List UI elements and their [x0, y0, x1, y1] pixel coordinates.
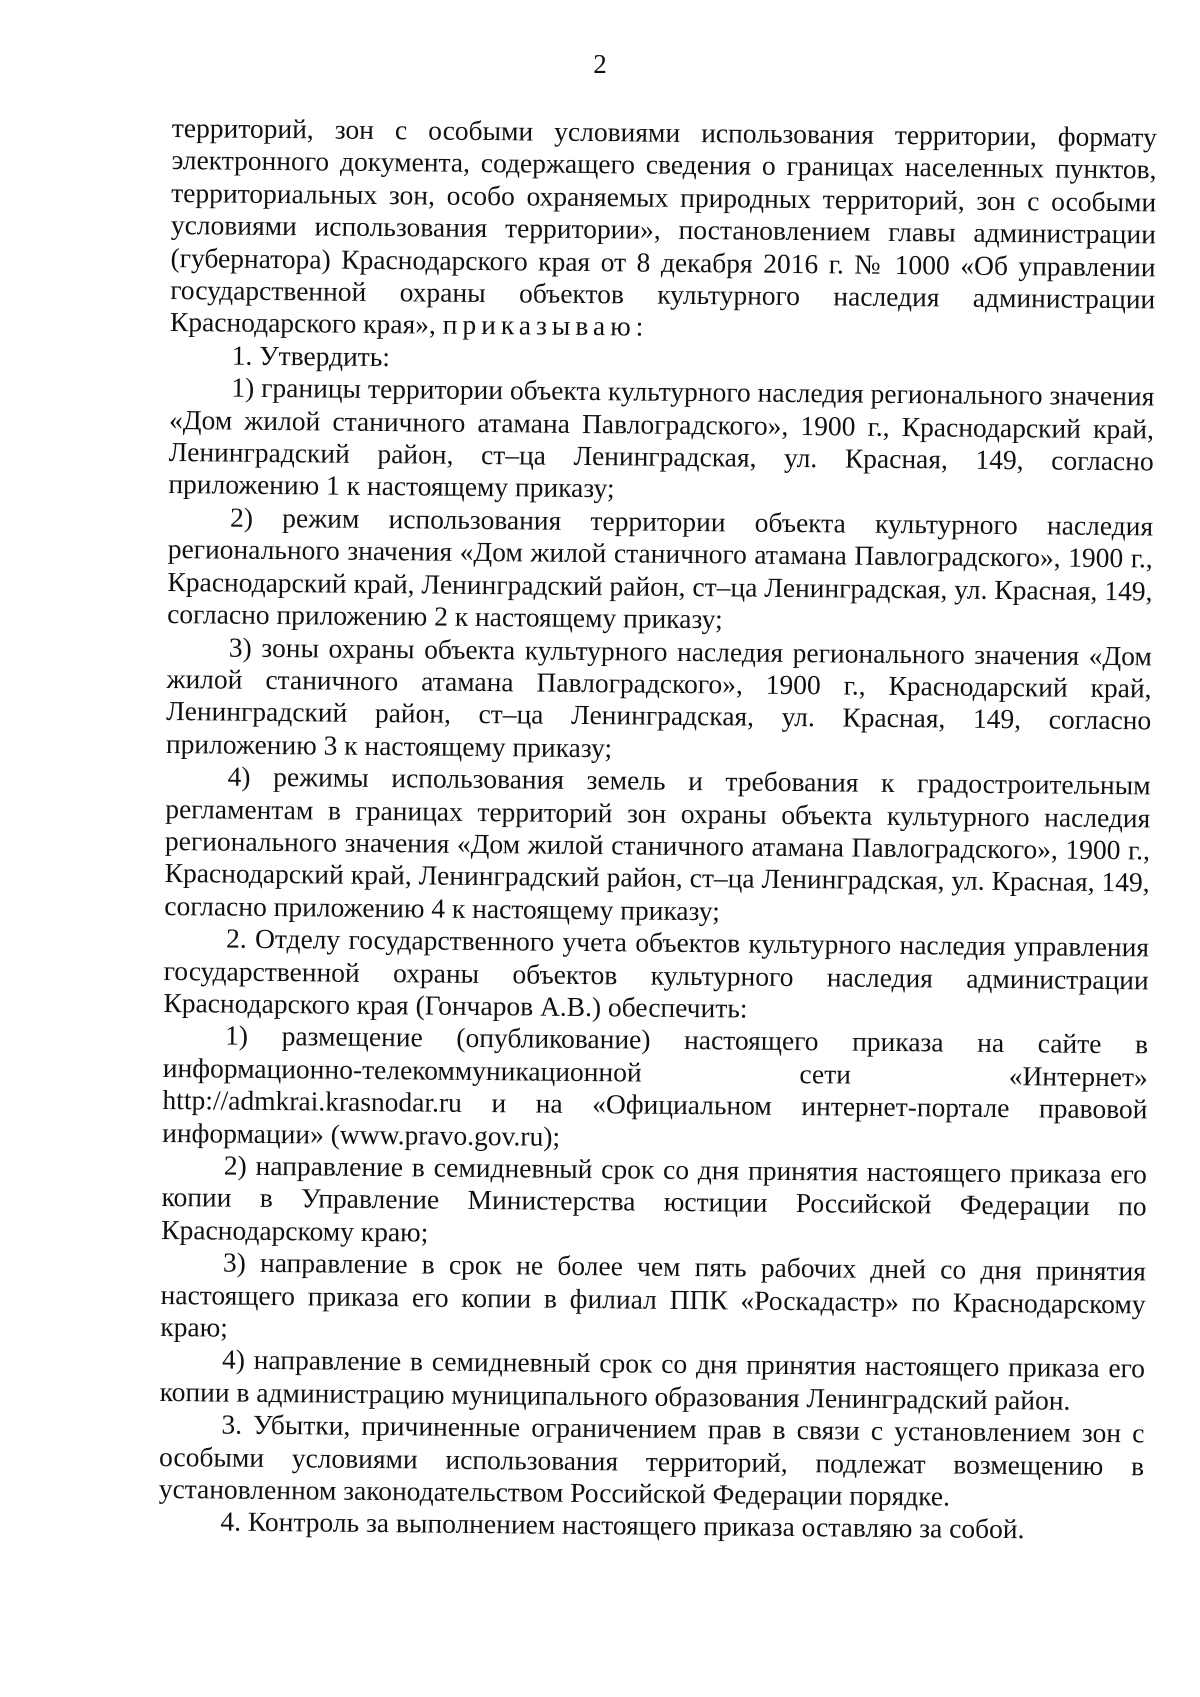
paragraph-1-1: 1) границы территории объекта культурного наследия регионального значения «Дом жилой станичного атамана Павлоградского», 1900 г., Краснодарский край, Ленинградский район, ст–ца Ленинградская, ул. Красная, 149, согласно приложению 1 к настоящему приказу; [168, 371, 1155, 504]
paragraph-3: 3. Убытки, причиненные ограничением прав в связи с установлением зон с особыми условиями использования территорий, подлежат возмещению в установленном законодательством Российской Федерации порядке. [158, 1408, 1145, 1512]
paragraph-2-3: 3) направление в срок не более чем пять рабочих дней со дня принятия настоящего приказа его копии в филиал ППК «Роскадастр» по Краснодарскому краю; [160, 1246, 1147, 1343]
prikazyvayu-word: приказываю: [442, 309, 649, 343]
paragraph-2: 2. Отделу государственного учета объектов культурного наследия управления государственной охраны объектов культурного наследия администрации Краснодарского края (Гончаров А.В.) обеспечить: [163, 922, 1150, 1024]
paragraph-1: 1. Утвердить: [231, 339, 391, 372]
paragraph-2-2: 2) направление в семидневный срок со дня принятия настоящего приказа его копии в Управление Министерства юстиции Российской Федерации по Краснодарскому краю; [161, 1149, 1148, 1248]
paragraph-4: 4. Контроль за выполнением настоящего приказа оставляю за собой. [220, 1505, 1025, 1545]
document-body [158, 112, 1157, 1547]
paragraph-1-4: 4) режимы использования земель и требования к градостроительным регламентам в границах территорий зон охраны объекта культурного наследия регионального значения «Дом жилой станичного атамана Павлоградского», 1900 г., Краснодарский край, Ленинградский район, ст–ца Ленинградская, ул. Красная, 149, согласно приложению 4 к настоящему приказу; [164, 760, 1151, 927]
paragraph-2-4: 4) направление в семидневный срок со дня принятия настоящего приказа его копии в администрацию муниципального образования Ленинградский район. [159, 1343, 1146, 1416]
paragraph-2-1: 1) размещение (опубликование) настоящего приказа на сайте в информационно-телекоммуникационной сети «Интернет» http://admkrai.krasnodar.ru и на «Официальном интернет-портале правовой информации» (www.pravo.gov.ru); [162, 1019, 1149, 1152]
paragraph-1-2: 2) режим использования территории объекта культурного наследия регионального значения «Дом жилой станичного атамана Павлоградского», 1900 г., Краснодарский край, Ленинградский район, ст–ца Ленинградская, ул. Красная, 149, согласно приложению 2 к настоящему приказу; [167, 501, 1154, 635]
intro-text: территорий, зон с особыми условиями использования территории, формату электронного документа, содержащего сведения о границах населенных пунктов, территориальных зон, особо охраняемых природных территорий, зон с особыми условиями использования территории», постановлением главы администрации (губернатора) Краснодарского края от 8 декабря 2016 г. № 1000 «Об управлении государственной охраны объектов культурного наследия администрации Краснодарского края», [169, 112, 1157, 340]
paragraph-1-3: 3) зоны охраны объекта культурного наследия регионального значения «Дом жилой станичного атамана Павлоградского», 1900 г., Краснодарский край, Ленинградский район, ст–ца Ленинградская, ул. Красная, 149, согласно приложению 3 к настоящему приказу; [165, 631, 1152, 763]
paragraph-intro [170, 112, 1157, 348]
page-number: 2 [593, 49, 607, 79]
